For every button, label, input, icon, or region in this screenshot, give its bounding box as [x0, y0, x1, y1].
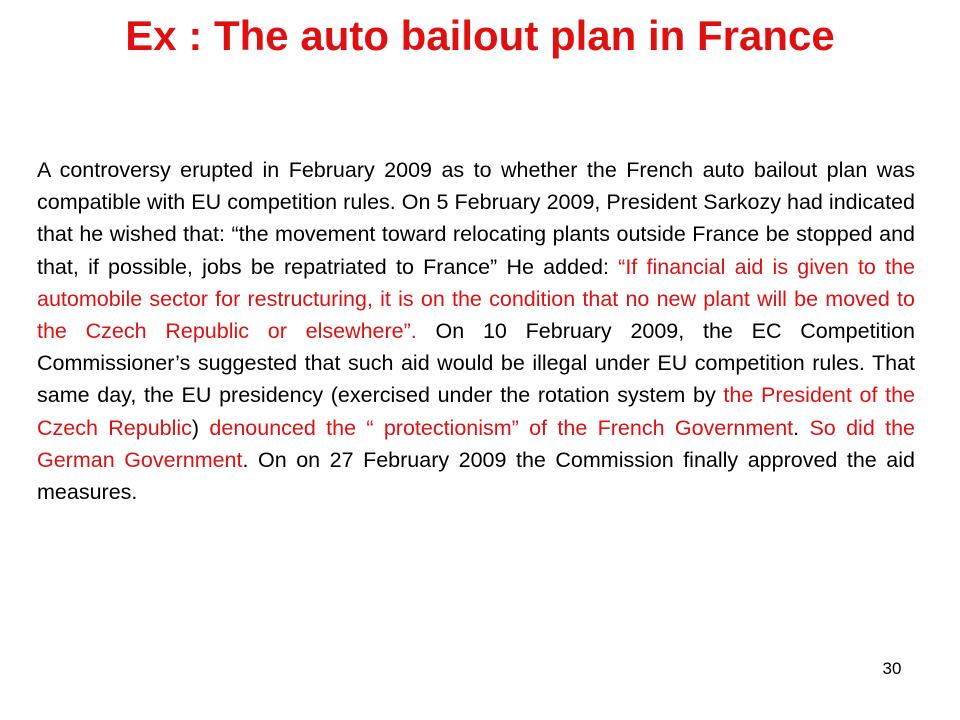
czech-president-highlight: the President of the Czech Republic — [37, 383, 915, 440]
body-text-segment: A controversy erupted in February 2009 as to whether the French auto bailout plan was compatible with EU competition rules. On 5 February 2009, President Sarkozy had indicated that he wished that: “the movement toward relocating plants outside France be stopped and that, if possible, jobs be repatriated to France” He added: — [37, 158, 915, 279]
body-text-segment: . On on 27 February 2009 the Commission finally approved the aid measures. — [37, 447, 915, 505]
sarkozy-quote-highlight: “If financial aid is given to the automobile sector for restructuring, it is on the condition that no new plant will be moved to the Czech Republic or elsewhere”. — [37, 254, 915, 344]
body-text-segment: On 10 February 2009, the EC Competition Commissioner’s suggested that such aid would be illegal under EU competition rules. That same day, the EU presidency (exercised under the rotation system by — [37, 319, 915, 408]
body-text-segment: . — [793, 415, 810, 440]
page-number: 30 — [882, 659, 902, 678]
slide-title: Ex : The auto bailout plan in France — [125, 12, 835, 59]
german-government-highlight: So did the German Government — [37, 415, 915, 472]
body-paragraph — [37, 154, 915, 508]
protectionism-highlight: denounced the “ protectionism” of the French Government — [209, 415, 794, 440]
body-text-segment: ) — [191, 415, 210, 440]
